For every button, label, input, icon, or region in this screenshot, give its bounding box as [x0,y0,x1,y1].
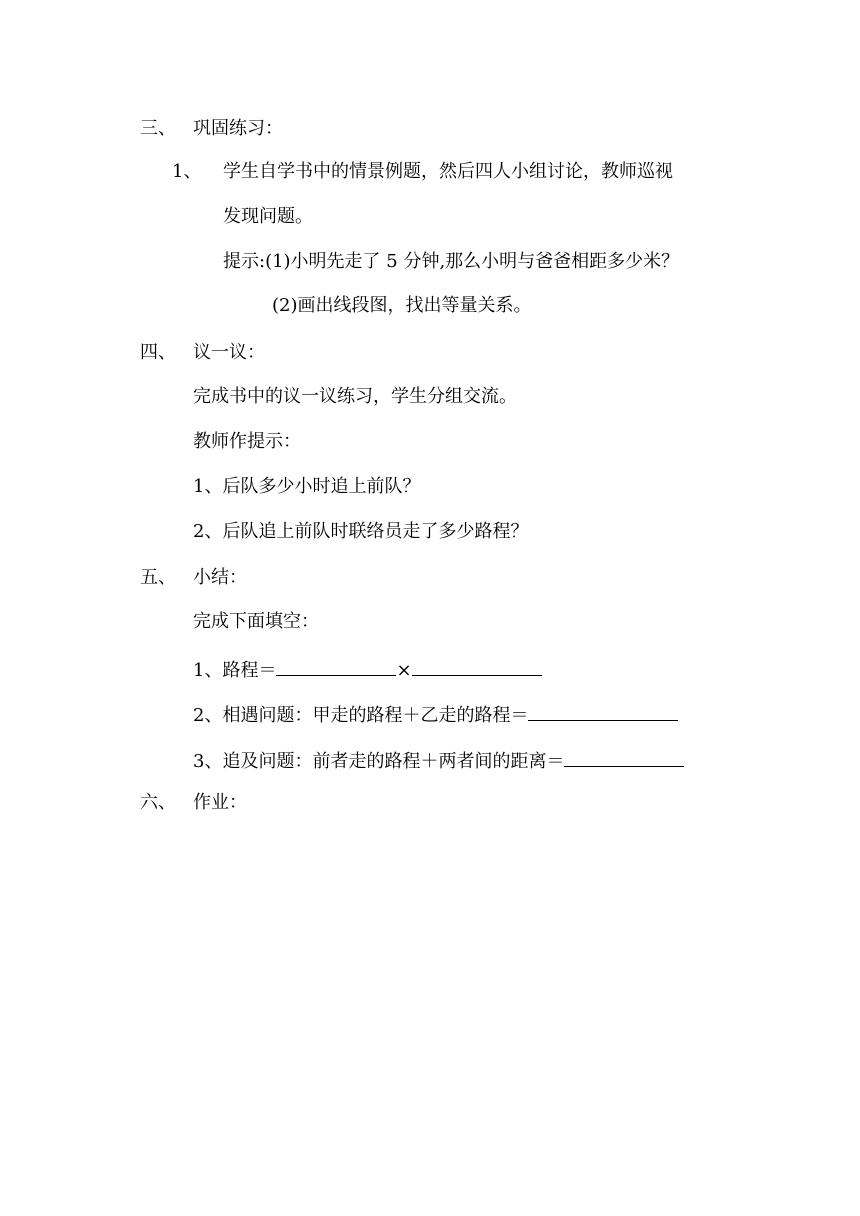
hint-line-1: 提示:(1)小明先走了 5 分钟,那么小明与爸爸相距多少米？ [223,251,680,272]
formula-1-times: × [396,660,412,681]
formula-1 [193,655,542,683]
formula-1-blank-b[interactable] [412,655,542,676]
section-4-line2: 教师作提示： [193,431,301,452]
formula-2-blank[interactable] [528,700,678,721]
section-5-title: 小结： [193,567,247,588]
formula-3-prefix: 3、追及问题：前者走的路程＋两者间的距离＝ [193,751,565,772]
section-4-number: 四、 [140,342,176,363]
formula-2-prefix: 2、相遇问题：甲走的路程＋乙走的路程＝ [193,705,529,726]
item-1-text-line1: 学生自学书中的情景例题，然后四人小组讨论，教师巡视 [223,161,673,182]
formula-3 [193,746,684,774]
section-5-intro: 完成下面填空： [193,611,319,632]
question-1: 1、后队多少小时追上前队？ [193,476,421,497]
question-2: 2、后队追上前队时联络员走了多少路程？ [193,521,529,542]
section-6-title: 作业： [193,792,247,813]
formula-3-blank[interactable] [564,746,684,767]
item-1-text-line2: 发现问题。 [223,206,313,227]
section-3-number: 三、 [140,118,176,139]
section-5-number: 五、 [140,567,176,588]
formula-1-prefix: 1、路程＝ [193,660,277,681]
section-6-number: 六、 [140,792,176,813]
formula-1-blank-a[interactable] [276,655,396,676]
section-4-line1: 完成书中的议一议练习，学生分组交流。 [193,386,517,407]
formula-2 [193,700,678,728]
section-3-title: 巩固练习： [193,118,283,139]
item-1-number: 1、 [172,161,202,182]
section-4-title: 议一议： [193,342,265,363]
hint-line-2: (2)画出线段图，找出等量关系。 [272,295,532,316]
